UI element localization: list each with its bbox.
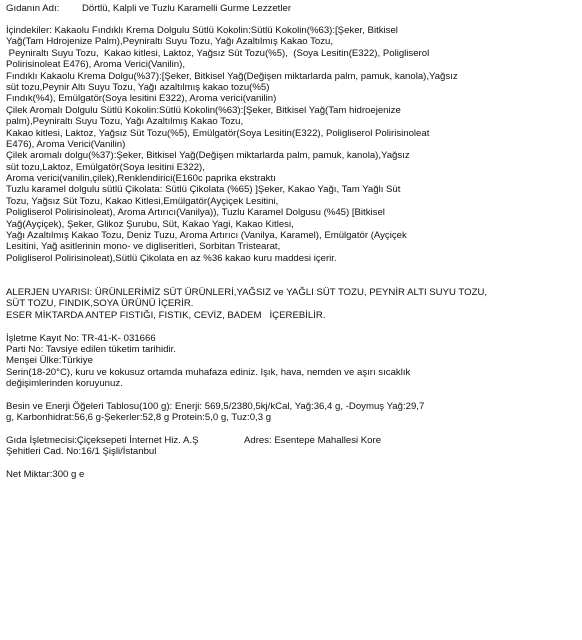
ingredients-line: Poligliserol Polirisinoleat), Aroma Artırıcı(Vanilya)), Tuzlu Karamel Dolgusu (%45) [Bitkisel xyxy=(6,207,385,219)
storage-instructions: Serin(18-20°C), kuru ve kokusuz ortamda muhafaza ediniz. Işık, hava, nemden ve aşırı sıcaklık xyxy=(6,366,411,378)
ingredients-section xyxy=(6,25,578,264)
storage-instructions: değişimlerinden koruyunuz. xyxy=(6,378,123,390)
ingredients-line: Yağ(Ayçiçek), Şeker, Glikoz Şurubu, Süt, Kakao Yagi, Kakao Kitlesi, xyxy=(6,218,294,230)
nutrition-line: Besin ve Enerji Öğeleri Tablosu(100 g): Enerji: 569,5/2380,5kj/kCal, Yağ:36,4 g, -Doymuş Yağ:29,7 xyxy=(6,400,425,412)
ingredients-line: E476), Aroma Verici(Vanilin) xyxy=(6,138,126,150)
ingredients-line: Yağ(Tam Hdrojenize Palm),Peyniraltı Suyu Tozu, Yağı Azaltılmış Kakao Tozu, xyxy=(6,36,334,48)
country-of-origin: Menşei Ülke:Türkiye xyxy=(6,355,93,367)
ingredients-line: Çilek aromalı dolgu(%37):Şeker, Bitkisel Yağ(Değişen miktarlarda palm, pamuk, kanola),Yağsız xyxy=(6,150,410,162)
product-name-value: Dörtlü, Kalpli ve Tuzlu Karamelli Gurme Lezzetler xyxy=(82,3,292,14)
allergen-line: ALERJEN UYARISI: ÜRÜNLERİMİZ SÜT ÜRÜNLERİ,YAĞSIZ ve YAĞLI SÜT TOZU, PEYNİR ALTI SUYU TOZU, xyxy=(6,287,488,298)
ingredients-line: Çilek Aromalı Dolgulu Sütlü Kokolin:Sütlü Kokolin(%63):[Şeker, Bitkisel Yağ(Tam hidroejenize xyxy=(6,104,401,116)
registration-number: İşletme Kayıt No: TR-41-K- 031666 xyxy=(6,332,156,344)
ingredients-line: Fındık(%4), Emülgatör(Soya lesitini E322), Aroma verici(vanilin) xyxy=(6,93,277,105)
ingredients-line: Poligliserol Polirisinoleat),Sütlü Çikolata en az %36 kakao kuru maddesi içerir. xyxy=(6,252,337,264)
ingredients-line: Tuzlu karamel dolgulu sütlü Çikolata: Sütlü Çikolata (%65) ]Şeker, Kakao Yağı, Tam Yağlı Süt xyxy=(6,184,401,196)
ingredients-line: Aroma verici(vanilin,çilek),Renklendirici(E160c paprika ekstraktı xyxy=(6,173,276,185)
allergen-line: SÜT TOZU, FINDIK,SOYA ÜRÜNÜ İÇERİR. xyxy=(6,298,194,310)
company-section xyxy=(6,435,578,458)
company-name: Gıda İşletmecisi:Çiçeksepeti İnternet Hiz. A.Ş xyxy=(6,435,199,447)
nutrition-section xyxy=(6,401,578,424)
ingredients-line: Yağı Azaltılmış Kakao Tozu, Deniz Tuzu, Aroma Artırıcı (Vanilya, Karamel), Emülgatör (Ayçiçek xyxy=(6,230,407,242)
allergen-warning-section xyxy=(6,287,578,321)
ingredients-line: Lesitini, Yağ asitlerinin mono- ve digliseritleri, Sorbitan Tristearat, xyxy=(6,241,281,253)
company-address: Adres: Esentepe Mahallesi Kore xyxy=(244,435,382,447)
batch-number: Parti No: Tavsiye edilen tüketim tarihidir. xyxy=(6,343,176,355)
section-spacer xyxy=(6,264,578,287)
section-spacer xyxy=(6,458,578,469)
product-name-label: Gıdanın Adı: xyxy=(6,3,60,14)
business-info-section xyxy=(6,333,578,390)
company-row xyxy=(6,435,578,446)
ingredients-line: palm),Peyniraltı Suyu Tozu, Yağı Azaltılmış Kakao Tozu, xyxy=(6,116,244,128)
net-weight: Net Miktar:300 g e xyxy=(6,469,85,481)
ingredients-line: Kakao kitlesi, Laktoz, Yağsız Süt Tozu(%5), Emülgatör(Soya Lesitin(E322), Poligliserol Polirisinoleat xyxy=(6,127,430,139)
section-spacer xyxy=(6,390,578,401)
section-spacer xyxy=(6,424,578,435)
ingredients-line: süt tozu,Laktoz, Emülgatör(Soya lesitini E322), xyxy=(6,161,205,173)
document-body xyxy=(6,25,578,481)
ingredients-line: Polirisinoleat E476), Aroma Verici(Vanilin), xyxy=(6,59,185,71)
section-spacer xyxy=(6,321,578,332)
allergen-line: ESER MİKTARDA ANTEP FISTIĞI, FISTIK, CEVİZ, BADEM İÇEREBİLİR. xyxy=(6,309,326,321)
company-address-line: Şehitleri Cad. No:16/1 Şişli/İstanbul xyxy=(6,446,157,458)
nutrition-line: g, Karbonhidrat:56,6 g-Şekerler:52,8 g Protein:5,0 g, Tuz:0,3 g xyxy=(6,412,272,424)
ingredients-line: Tozu, Yağsız Süt Tozu, Kakao Kitlesi,Emülgatör(Ayçiçek Lesitini, xyxy=(6,195,279,207)
ingredients-line: süt tozu,Peynir Altı Suyu Tozu, Yağı azaltılmış kakao tozu(%5) xyxy=(6,81,270,93)
ingredients-line: İçindekiler: Kakaolu Fındıklı Krema Dolgulu Sütlü Kokolin:Sütlü Kokolin(%63):[Şeker, Bitkisel xyxy=(6,25,398,36)
ingredients-line: Fındıklı Kakaolu Krema Dolgu(%37):[Şeker, Bitkisel Yağ(Değişen miktarlarda palm, pamuk, kanola),Yağsız xyxy=(6,70,458,82)
ingredients-line: Peyniraltı Suyu Tozu, Kakao kitlesi, Laktoz, Yağsız Süt Tozu(%5), (Soya Lesitin(E322), Poligliserol xyxy=(6,47,430,59)
